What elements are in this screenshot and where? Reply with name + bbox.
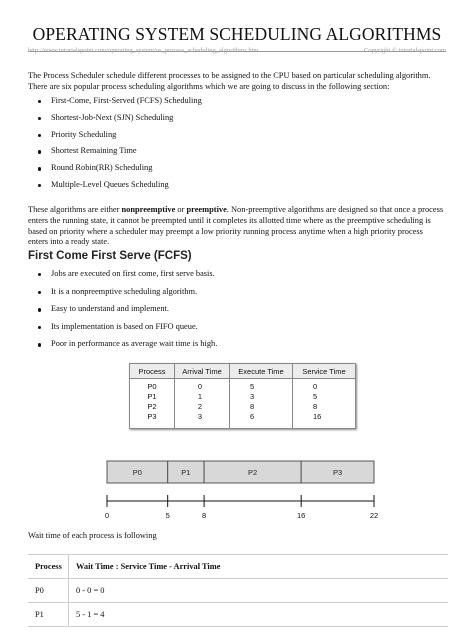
list-item: Its implementation is based on FIFO queue.	[36, 322, 217, 340]
table-cell: P0	[28, 579, 69, 603]
table-cell: 5	[293, 392, 356, 402]
list-item: Multiple-Level Queues Scheduling	[36, 180, 202, 197]
gantt-segment-label: P1	[181, 468, 191, 477]
intro-line: The Process Scheduler schedule different processes to be assigned to the CPU based on particular scheduling algorithm.	[28, 71, 431, 80]
intro-line: There are six popular process scheduling algorithms which we are going to discuss in the following section:	[28, 81, 390, 91]
table-cell: 8	[230, 402, 293, 412]
table-cell: 0	[293, 379, 356, 393]
list-item: Round Robin(RR) Scheduling	[36, 163, 202, 180]
copyright-notice: Copyright © tutorialspoint.com	[363, 47, 446, 54]
gantt-segment-label: P2	[248, 468, 258, 477]
paragraph-line: enters into a ready state.	[28, 237, 110, 247]
source-url[interactable]: http://www.tutorialspoint.com/operating_system/os_process_scheduling_algorithms.htm	[28, 47, 259, 54]
table-cell: 16	[293, 412, 356, 429]
page-title: OPERATING SYSTEM SCHEDULING ALGORITHMS	[28, 24, 446, 52]
list-item: Priority Scheduling	[36, 130, 202, 147]
column-header: Process	[130, 364, 175, 379]
table-header-row	[28, 555, 448, 579]
table-cell: 3	[230, 392, 293, 402]
list-item: Shortest-Job-Next (SJN) Scheduling	[36, 113, 202, 130]
table-cell: P1	[28, 603, 69, 627]
column-header: Execute Time	[230, 364, 293, 379]
column-header: Process	[28, 555, 69, 579]
nonpreemptive-term: nonpreemptive	[121, 205, 176, 214]
table-cell: 5	[230, 379, 293, 393]
table-cell: P3	[130, 412, 175, 429]
list-item: It is a nonpreemptive scheduling algorithm.	[36, 287, 217, 305]
column-header: Arrival Time	[175, 364, 230, 379]
table-cell: 0	[175, 379, 230, 393]
table-row	[28, 603, 448, 627]
paragraph-line: based on priority where a scheduler may preempt a low priority running process anytime when a high priority process	[28, 226, 423, 236]
text-span: These algorithms are either	[28, 205, 122, 214]
list-item: Poor in performance as average wait time is high.	[36, 339, 217, 357]
section-heading-fcfs: First Come First Serve (FCFS)	[28, 250, 192, 262]
paragraph-line: enters the running state, it cannot be preempted until it completes its allotted time where as the preemptive scheduling is	[28, 215, 431, 225]
text-span: or	[175, 205, 187, 214]
table-cell: 3	[175, 412, 230, 429]
wait-time-table	[28, 554, 448, 627]
list-item: Shortest Remaining Time	[36, 146, 202, 163]
gantt-tick-label: 5	[165, 511, 170, 520]
list-item: Easy to understand and implement.	[36, 304, 217, 322]
table-row	[28, 579, 448, 603]
column-header: Service Time	[293, 364, 356, 379]
table-cell: 6	[230, 412, 293, 429]
table-cell: P0	[130, 379, 175, 393]
table-cell: P1	[130, 392, 175, 402]
table-cell: 5 - 1 = 4	[69, 603, 449, 627]
list-item: Jobs are executed on first come, first serve basis.	[36, 269, 217, 287]
gantt-tick-label: 8	[202, 511, 207, 520]
table-cell: 1	[175, 392, 230, 402]
preemptive-term: preemptive	[186, 205, 227, 214]
gantt-segment-label: P3	[332, 468, 343, 477]
table-cell: 0 - 0 = 0	[69, 579, 449, 603]
wait-time-intro: Wait time of each process is following	[28, 531, 157, 540]
table-cell: 8	[293, 402, 356, 412]
list-item: First-Come, First-Served (FCFS) Scheduling	[36, 96, 202, 113]
gantt-tick-label: 22	[369, 511, 379, 520]
gantt-tick-label: 0	[104, 511, 110, 520]
text-span: . Non-preemptive algorithms are designed so that once a process	[226, 205, 444, 214]
gantt-segment-label: P0	[132, 468, 142, 477]
gantt-tick-label: 16	[297, 511, 306, 520]
table-cell: P2	[130, 402, 175, 412]
column-header: Wait Time : Service Time - Arrival Time	[69, 555, 449, 579]
table-cell: 2	[175, 402, 230, 412]
